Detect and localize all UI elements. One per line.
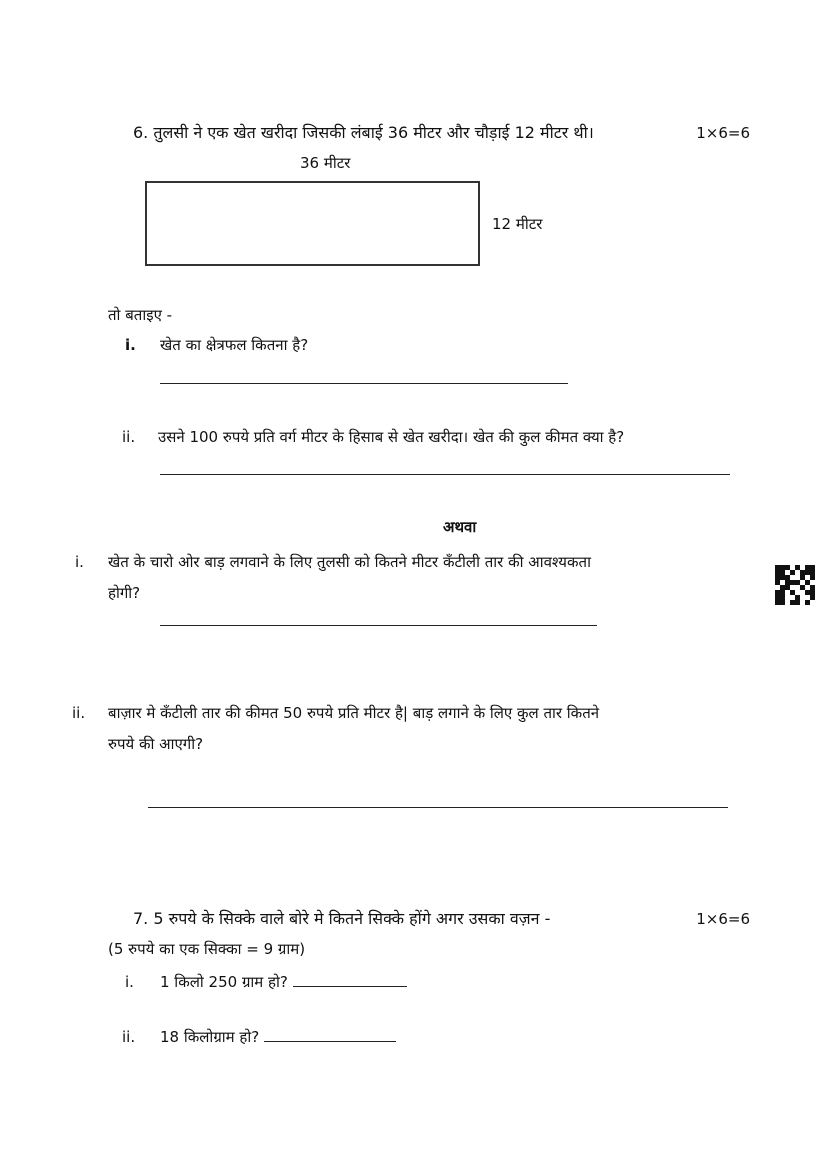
part-label: ii. [72, 704, 86, 722]
prompt: तो बताइए - [108, 306, 173, 324]
answer-blank[interactable] [293, 972, 407, 987]
question-text: 5 रुपये के सिक्के वाले बोरे मे कितने सिक्के होंगे अगर उसका वज़न - [153, 909, 551, 928]
part-label: ii. [122, 428, 136, 446]
part-text: 1 किलो 250 ग्राम हो? [160, 973, 288, 991]
part-label: i. [125, 973, 134, 991]
part-text: 18 किलोग्राम हो? [160, 1028, 260, 1046]
part-line [160, 972, 760, 992]
part-text: होगी? [108, 584, 141, 602]
part-label: i. [125, 336, 136, 354]
part-text-block [108, 547, 765, 609]
part-text-block [108, 698, 765, 760]
part-item [75, 547, 765, 609]
question-line [133, 909, 684, 929]
part-text: बाज़ार मे कँटीली तार की कीमत 50 रुपये प्रति मीटर है| बाड़ लगाने के लिए कुल तार कितने [108, 704, 600, 722]
part-text: खेत का क्षेत्रफल कितना है? [160, 336, 309, 354]
answer-line[interactable] [160, 625, 597, 626]
field-rectangle [145, 181, 480, 266]
part-item [72, 698, 765, 760]
answer-line[interactable] [148, 807, 728, 808]
q6-heading [133, 123, 750, 153]
q7-marks: 1×6=6 [696, 910, 750, 928]
part-label: ii. [122, 1028, 136, 1046]
q7-note: (5 रुपये का एक सिक्का = 9 ग्राम) [108, 940, 306, 958]
part-item [122, 1027, 760, 1047]
qr-code [775, 565, 815, 605]
question-number: 7. [133, 909, 149, 928]
part-line [160, 1027, 760, 1047]
diagram [145, 181, 827, 266]
question-text: तुलसी ने एक खेत खरीदा जिसकी लंबाई 36 मीटर और चौड़ाई 12 मीटर थी। [153, 123, 594, 142]
answer-line[interactable] [160, 474, 730, 475]
part-item [125, 972, 760, 1027]
answer-line[interactable] [160, 383, 568, 384]
answer-blank[interactable] [264, 1027, 396, 1042]
part-label: i. [75, 553, 84, 571]
part-item [125, 335, 760, 355]
length-label: 36 मीटर [300, 154, 351, 172]
q7-heading [133, 909, 750, 939]
part-text: रुपये की आएगी? [108, 735, 204, 753]
question-number: 6. [133, 123, 149, 142]
question-line [133, 123, 684, 143]
part-item [122, 427, 770, 447]
part-text: खेत के चारो ओर बाड़ लगवाने के लिए तुलसी को कितने मीटर कँटीली तार की आवश्यकता [108, 553, 591, 571]
width-label: 12 मीटर [492, 215, 543, 233]
part-text: उसने 100 रुपये प्रति वर्ग मीटर के हिसाब से खेत खरीदा। खेत की कुल कीमत क्या है? [158, 428, 625, 446]
q6-marks: 1×6=6 [696, 124, 750, 142]
or-label: अथवा [443, 518, 477, 536]
